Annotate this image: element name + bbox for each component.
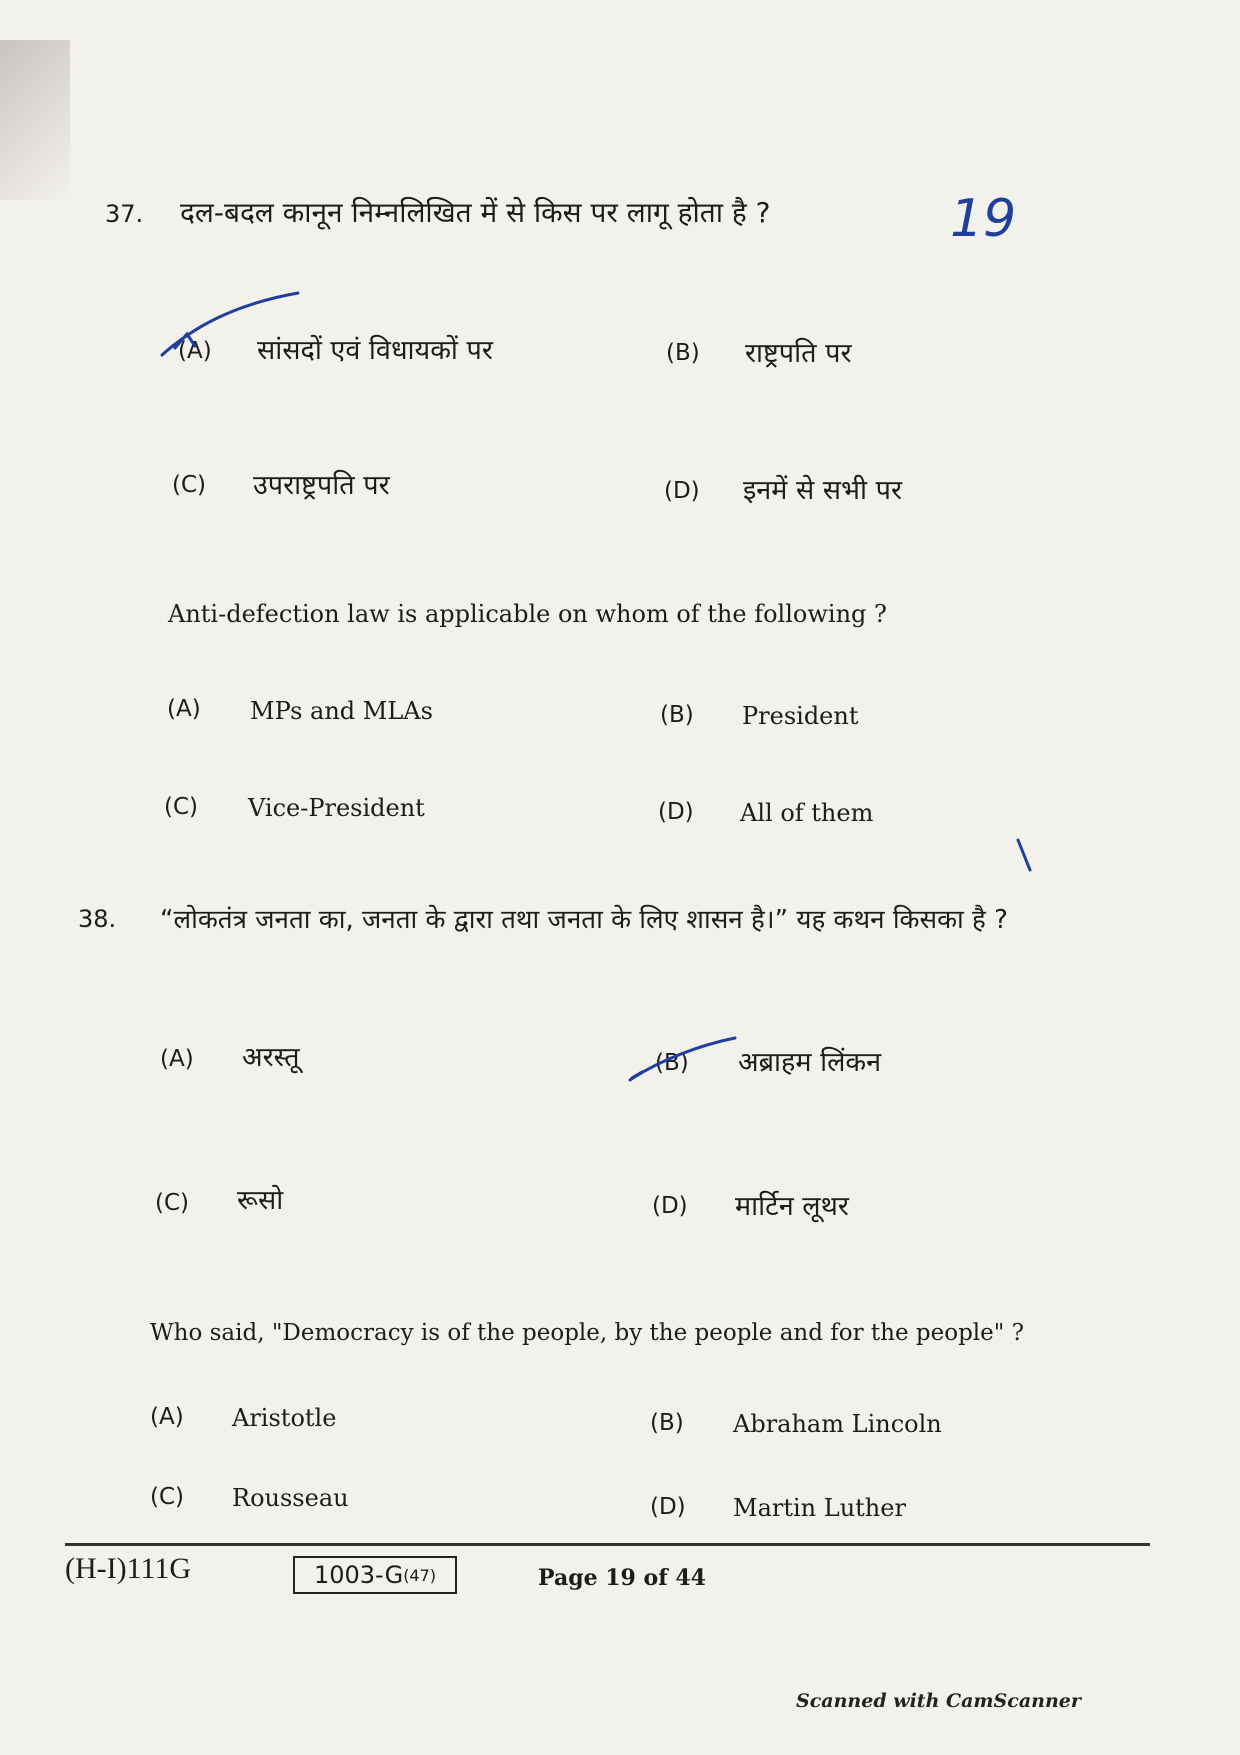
q37-en-option-d-letter: (D) bbox=[658, 799, 694, 825]
q38-en-option-c-letter: (C) bbox=[150, 1484, 185, 1510]
q37-hi-option-b-letter: (B) bbox=[666, 340, 700, 366]
q38-hi-option-a-text: अरस्तू bbox=[242, 1042, 300, 1073]
paper-code: (H-I)111G bbox=[65, 1552, 192, 1585]
q37-en-option-a-letter: (A) bbox=[167, 696, 201, 722]
q38-hi-option-b-letter: (B) bbox=[655, 1050, 689, 1076]
q38-hi-option-c-letter: (C) bbox=[155, 1190, 190, 1216]
q38-en-option-b-text: Abraham Lincoln bbox=[733, 1410, 942, 1438]
q37-hi-option-c-letter: (C) bbox=[172, 472, 207, 498]
scan-shadow bbox=[0, 40, 70, 200]
q38-en-option-a-letter: (A) bbox=[150, 1404, 184, 1430]
scanner-watermark: Scanned with CamScanner bbox=[796, 1690, 1081, 1712]
booklet-code-sub: (47) bbox=[403, 1565, 437, 1585]
q38-hi-option-c-text: रूसो bbox=[237, 1185, 284, 1216]
page-number: Page 19 of 44 bbox=[538, 1565, 706, 1591]
question-37-english-text: Anti-defection law is applicable on whom of the following ? bbox=[168, 600, 887, 628]
q37-hi-option-b-text: राष्ट्रपति पर bbox=[745, 338, 852, 369]
q37-hi-option-d-text: इनमें से सभी पर bbox=[743, 475, 902, 506]
q38-hi-option-d-letter: (D) bbox=[652, 1193, 688, 1219]
booklet-code: 1003-G bbox=[313, 1561, 404, 1589]
pen-stroke bbox=[1018, 840, 1030, 870]
q38-en-option-b-letter: (B) bbox=[650, 1410, 684, 1436]
handwritten-note: 19 bbox=[950, 189, 1017, 249]
q38-en-option-c-text: Rousseau bbox=[232, 1484, 349, 1512]
question-38-english-text: Who said, "Democracy is of the people, by the people and for the people" ? bbox=[150, 1320, 1024, 1346]
q38-en-option-d-letter: (D) bbox=[650, 1494, 686, 1520]
q38-hi-option-a-letter: (A) bbox=[160, 1046, 194, 1072]
q37-hi-option-c-text: उपराष्ट्रपति पर bbox=[253, 470, 390, 501]
booklet-code-box bbox=[293, 1556, 457, 1594]
q38-en-option-a-text: Aristotle bbox=[232, 1404, 337, 1432]
q38-hi-option-b-text: अब्राहम लिंकन bbox=[738, 1047, 882, 1078]
q37-en-option-a-text: MPs and MLAs bbox=[250, 697, 433, 725]
q37-hi-option-a-text: सांसदों एवं विधायकों पर bbox=[257, 335, 493, 366]
q37-en-option-b-letter: (B) bbox=[660, 702, 694, 728]
q37-en-option-c-letter: (C) bbox=[164, 794, 199, 820]
q38-en-option-d-text: Martin Luther bbox=[733, 1494, 906, 1522]
question-38-number: 38. bbox=[78, 905, 117, 933]
q37-en-option-b-text: President bbox=[742, 702, 859, 730]
footer-rule bbox=[65, 1543, 1150, 1546]
question-38-hindi-text: “लोकतंत्र जनता का, जनता के द्वारा तथा जनता के लिए शासन है।” यह कथन किसका है ? bbox=[160, 905, 1008, 935]
q38-hi-option-d-text: मार्टिन लूथर bbox=[735, 1191, 849, 1222]
q37-en-option-c-text: Vice-President bbox=[248, 794, 425, 822]
q37-hi-option-a-letter: (A) bbox=[178, 338, 212, 364]
question-37-number: 37. bbox=[105, 200, 144, 228]
question-37-hindi-text: दल-बदल कानून निम्नलिखित में से किस पर लागू होता है ? bbox=[180, 196, 771, 229]
q37-en-option-d-text: All of them bbox=[740, 799, 874, 827]
tick-hook-q38 bbox=[632, 1072, 642, 1078]
q37-hi-option-d-letter: (D) bbox=[664, 478, 700, 504]
